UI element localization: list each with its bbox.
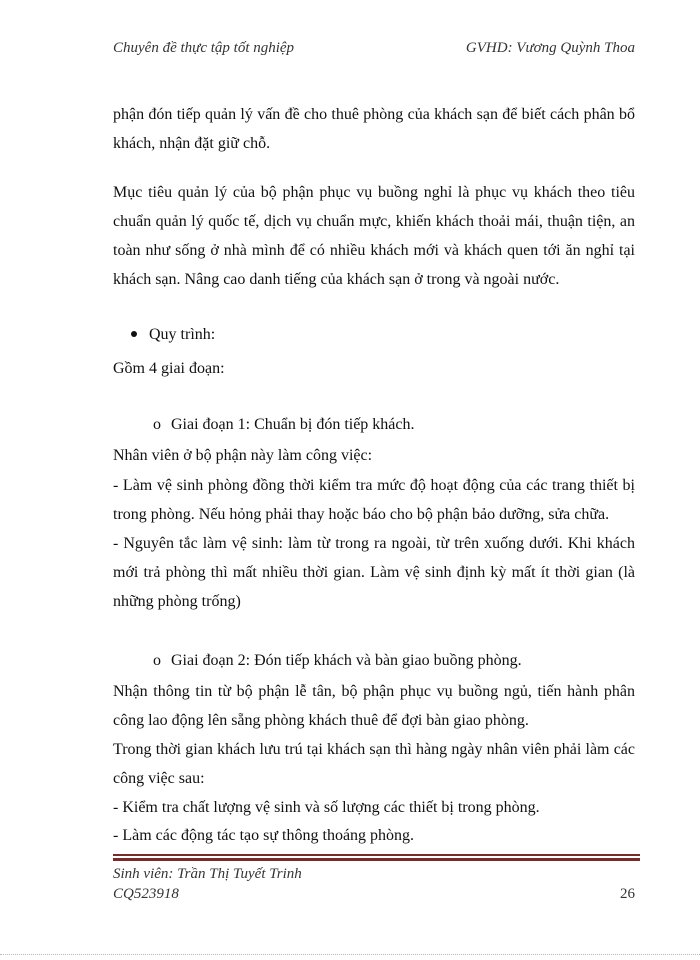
page-footer xyxy=(113,864,635,904)
footer-divider-thick xyxy=(113,858,640,861)
stage-2-item-1: - Kiểm tra chất lượng vệ sinh và số lượng các thiết bị trong phòng. xyxy=(113,799,540,816)
stage-2-paragraph-2: Trong thời gian khách lưu trú tại khách sạn thì hàng ngày nhân viên phải làm các công việc sau: xyxy=(113,741,635,787)
stage-2-heading xyxy=(153,651,522,671)
page-header xyxy=(113,40,635,64)
bullet-process-label: Quy trình: xyxy=(149,326,216,343)
page-number: 26 xyxy=(620,886,635,902)
page-bottom-border xyxy=(0,954,700,955)
paragraph-objective: Mục tiêu quản lý của bộ phận phục vụ buồng nghỉ là phục vụ khách theo tiêu chuẩn quản lý quốc tế, dịch vụ chuẩn mực, khiến khách thoải mái, thuận tiện, an toàn như sống ở nhà mình để có nhiều khách mới và khách quen tới ăn nghỉ tại khách sạn. Nâng cao danh tiếng của khách sạn ở trong và ngoài nước. xyxy=(113,184,635,288)
stage-1-item-1: - Làm vệ sinh phòng đồng thời kiểm tra mức độ hoạt động của các trang thiết bị trong phòng. Nếu hỏng phải thay hoặc báo cho bộ phận bảo dưỡng, sửa chữa. xyxy=(113,477,635,523)
stage-1-title: Giai đoạn 1: Chuẩn bị đón tiếp khách. xyxy=(171,416,415,433)
footer-student-code: CQ523918 xyxy=(113,886,179,902)
bullet-dot-icon xyxy=(131,331,137,337)
header-document-title: Chuyên đề thực tập tốt nghiệp xyxy=(113,40,295,56)
stage-2-item-2: - Làm các động tác tạo sự thông thoáng phòng. xyxy=(113,827,415,844)
stage-1-item-2: - Nguyên tắc làm vệ sinh: làm từ trong ra ngoài, từ trên xuống dưới. Khi khách mới trả phòng thì mất nhiều thời gian. Làm vệ sinh định kỳ mất ít thời gian (là những phòng trống) xyxy=(113,535,635,610)
circle-bullet-icon: o xyxy=(153,416,161,433)
paragraph-reception: phận đón tiếp quản lý vấn đề cho thuê phòng của khách sạn để biết cách phân bổ khách, nhận đặt giữ chỗ. xyxy=(113,106,635,152)
bullet-process xyxy=(131,325,215,345)
stage-1-heading xyxy=(153,415,415,435)
stage-2-paragraph-1: Nhận thông tin từ bộ phận lễ tân, bộ phận phục vụ buồng ngủ, tiến hành phân công lao động lên sẵng phòng khách thuê để đợi bàn giao phòng. xyxy=(113,683,635,729)
footer-divider-thin xyxy=(113,854,640,856)
footer-student-name: Sinh viên: Trần Thị Tuyết Trinh xyxy=(113,866,302,882)
stages-intro: Gồm 4 giai đoạn: xyxy=(113,360,225,377)
circle-bullet-icon: o xyxy=(153,652,161,669)
stage-2-title: Giai đoạn 2: Đón tiếp khách và bàn giao buồng phòng. xyxy=(171,652,522,669)
stage-1-intro: Nhân viên ở bộ phận này làm công việc: xyxy=(113,447,373,464)
header-advisor: GVHD: Vương Quỳnh Thoa xyxy=(465,40,635,56)
